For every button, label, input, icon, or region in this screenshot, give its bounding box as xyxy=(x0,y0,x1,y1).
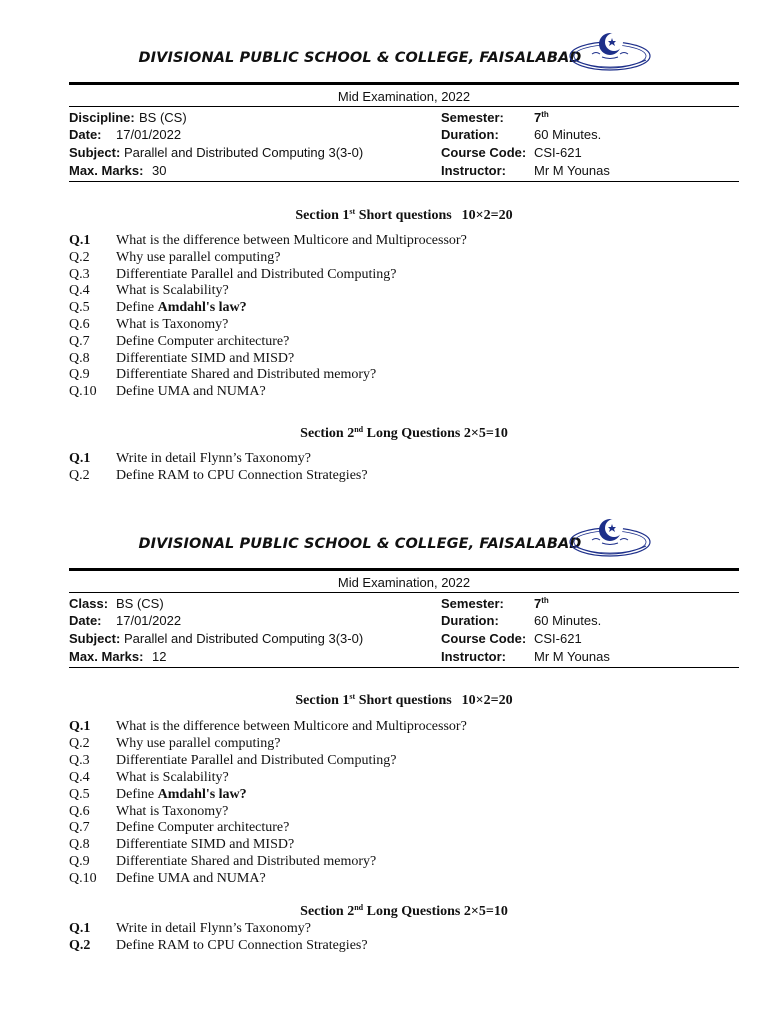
question-row xyxy=(69,736,739,753)
question-text: Define UMA and NUMA? xyxy=(116,384,266,399)
info-label: Date: xyxy=(69,613,102,628)
school-crest-icon xyxy=(568,516,652,560)
info-row xyxy=(69,649,739,667)
question-number: Q.3 xyxy=(69,753,90,768)
info-value: Parallel and Distributed Computing 3(3-0) xyxy=(124,631,364,646)
question-text: Define Amdahl's law? xyxy=(116,300,247,315)
question-number: Q.8 xyxy=(69,837,90,852)
exam-paper-2 xyxy=(0,486,768,976)
question-number: Q.7 xyxy=(69,334,90,349)
question-row xyxy=(69,787,739,804)
question-row xyxy=(69,854,739,871)
info-label: Discipline: xyxy=(69,110,135,125)
question-text: Define RAM to CPU Connection Strategies? xyxy=(116,938,368,953)
question-row xyxy=(69,267,739,284)
question-row xyxy=(69,233,739,250)
section-heading: Section 1st Short questions 10×2=20 xyxy=(295,692,513,708)
question-number: Q.10 xyxy=(69,384,97,399)
question-row xyxy=(69,921,739,938)
question-text: Write in detail Flynn’s Taxonomy? xyxy=(116,451,311,466)
question-row xyxy=(69,468,739,485)
question-number: Q.6 xyxy=(69,804,90,819)
info-value: BS (CS) xyxy=(116,596,164,611)
question-text: Differentiate Parallel and Distributed Computing? xyxy=(116,753,397,768)
question-text: Define UMA and NUMA? xyxy=(116,871,266,886)
question-text: What is Scalability? xyxy=(116,283,229,298)
info-row xyxy=(69,127,739,145)
question-text: Differentiate SIMD and MISD? xyxy=(116,351,295,366)
question-text: Define Computer architecture? xyxy=(116,820,290,835)
info-value: CSI-621 xyxy=(534,145,582,160)
info-value: 7th xyxy=(534,110,549,125)
header-rule xyxy=(69,592,739,593)
question-text: What is Scalability? xyxy=(116,770,229,785)
question-number: Q.2 xyxy=(69,468,90,483)
question-text: Differentiate Parallel and Distributed Computing? xyxy=(116,267,397,282)
section-heading: Section 2nd Long Questions 2×5=10 xyxy=(300,903,508,919)
info-value: Parallel and Distributed Computing 3(3-0) xyxy=(124,145,364,160)
info-row xyxy=(69,145,739,163)
info-row xyxy=(69,110,739,128)
question-row xyxy=(69,384,739,401)
question-row xyxy=(69,351,739,368)
question-number: Q.4 xyxy=(69,770,90,785)
question-row xyxy=(69,283,739,300)
question-number: Q.1 xyxy=(69,719,91,734)
question-number: Q.6 xyxy=(69,317,90,332)
question-text: What is Taxonomy? xyxy=(116,317,229,332)
question-number: Q.9 xyxy=(69,854,90,869)
question-row xyxy=(69,938,739,955)
info-value: 17/01/2022 xyxy=(116,613,182,628)
info-label: Subject: xyxy=(69,631,121,646)
question-text: Differentiate SIMD and MISD? xyxy=(116,837,295,852)
question-row xyxy=(69,317,739,334)
info-label: Semester: xyxy=(441,596,504,611)
info-row xyxy=(69,163,739,181)
question-text: What is the difference between Multicore and Multiprocessor? xyxy=(116,719,467,734)
question-text: Define Amdahl's law? xyxy=(116,787,247,802)
info-value: 12 xyxy=(152,649,167,664)
exam-title: Mid Examination, 2022 xyxy=(337,575,471,590)
question-text: Differentiate Shared and Distributed memory? xyxy=(116,854,377,869)
question-row xyxy=(69,367,739,384)
info-label: Date: xyxy=(69,127,102,142)
info-row xyxy=(69,613,739,631)
info-value: BS (CS) xyxy=(139,110,187,125)
school-name: DIVISIONAL PUBLIC SCHOOL & COLLEGE, FAISALABAD xyxy=(138,50,582,66)
question-row xyxy=(69,871,739,888)
question-text: Why use parallel computing? xyxy=(116,736,281,751)
school-crest-icon xyxy=(568,30,652,74)
question-row xyxy=(69,770,739,787)
info-label: Semester: xyxy=(441,110,504,125)
question-row xyxy=(69,820,739,837)
info-label: Max. Marks: xyxy=(69,649,144,664)
info-value: Mr M Younas xyxy=(534,163,610,178)
question-number: Q.5 xyxy=(69,787,90,802)
question-row xyxy=(69,753,739,770)
question-row xyxy=(69,719,739,736)
question-row xyxy=(69,804,739,821)
question-text: Define Computer architecture? xyxy=(116,334,290,349)
question-text: What is Taxonomy? xyxy=(116,804,229,819)
question-row xyxy=(69,250,739,267)
question-text: Write in detail Flynn’s Taxonomy? xyxy=(116,921,311,936)
question-row xyxy=(69,451,739,468)
info-value: Mr M Younas xyxy=(534,649,610,664)
header-rule xyxy=(69,106,739,107)
info-value: 60 Minutes. xyxy=(534,613,602,628)
info-label: Duration: xyxy=(441,127,499,142)
question-number: Q.1 xyxy=(69,921,91,936)
info-label: Max. Marks: xyxy=(69,163,144,178)
header-rule xyxy=(69,82,739,85)
question-text: What is the difference between Multicore and Multiprocessor? xyxy=(116,233,467,248)
question-number: Q.9 xyxy=(69,367,90,382)
info-row xyxy=(69,596,739,614)
question-number: Q.1 xyxy=(69,233,91,248)
info-value: 17/01/2022 xyxy=(116,127,182,142)
question-number: Q.1 xyxy=(69,451,91,466)
question-number: Q.10 xyxy=(69,871,97,886)
info-label: Instructor: xyxy=(441,649,506,664)
info-label: Class: xyxy=(69,596,109,611)
question-number: Q.3 xyxy=(69,267,90,282)
question-text: Why use parallel computing? xyxy=(116,250,281,265)
question-number: Q.2 xyxy=(69,938,91,953)
info-label: Instructor: xyxy=(441,163,506,178)
question-row xyxy=(69,837,739,854)
info-row xyxy=(69,631,739,649)
section-heading: Section 2nd Long Questions 2×5=10 xyxy=(300,425,508,441)
info-value: 30 xyxy=(152,163,167,178)
question-row xyxy=(69,334,739,351)
question-row xyxy=(69,300,739,317)
header-rule xyxy=(69,667,739,668)
info-value: 7th xyxy=(534,596,549,611)
header-rule xyxy=(69,568,739,571)
header-rule xyxy=(69,181,739,182)
question-number: Q.2 xyxy=(69,736,90,751)
question-number: Q.7 xyxy=(69,820,90,835)
question-number: Q.8 xyxy=(69,351,90,366)
info-value: CSI-621 xyxy=(534,631,582,646)
info-label: Course Code: xyxy=(441,631,527,646)
question-text: Define RAM to CPU Connection Strategies? xyxy=(116,468,368,483)
question-number: Q.2 xyxy=(69,250,90,265)
section-heading: Section 1st Short questions 10×2=20 xyxy=(295,207,513,223)
info-label: Course Code: xyxy=(441,145,527,160)
school-name: DIVISIONAL PUBLIC SCHOOL & COLLEGE, FAISALABAD xyxy=(138,536,582,552)
info-label: Duration: xyxy=(441,613,499,628)
info-label: Subject: xyxy=(69,145,121,160)
question-number: Q.4 xyxy=(69,283,90,298)
exam-title: Mid Examination, 2022 xyxy=(337,89,471,104)
question-text: Differentiate Shared and Distributed memory? xyxy=(116,367,377,382)
question-number: Q.5 xyxy=(69,300,90,315)
info-value: 60 Minutes. xyxy=(534,127,602,142)
exam-paper-1 xyxy=(0,0,768,490)
